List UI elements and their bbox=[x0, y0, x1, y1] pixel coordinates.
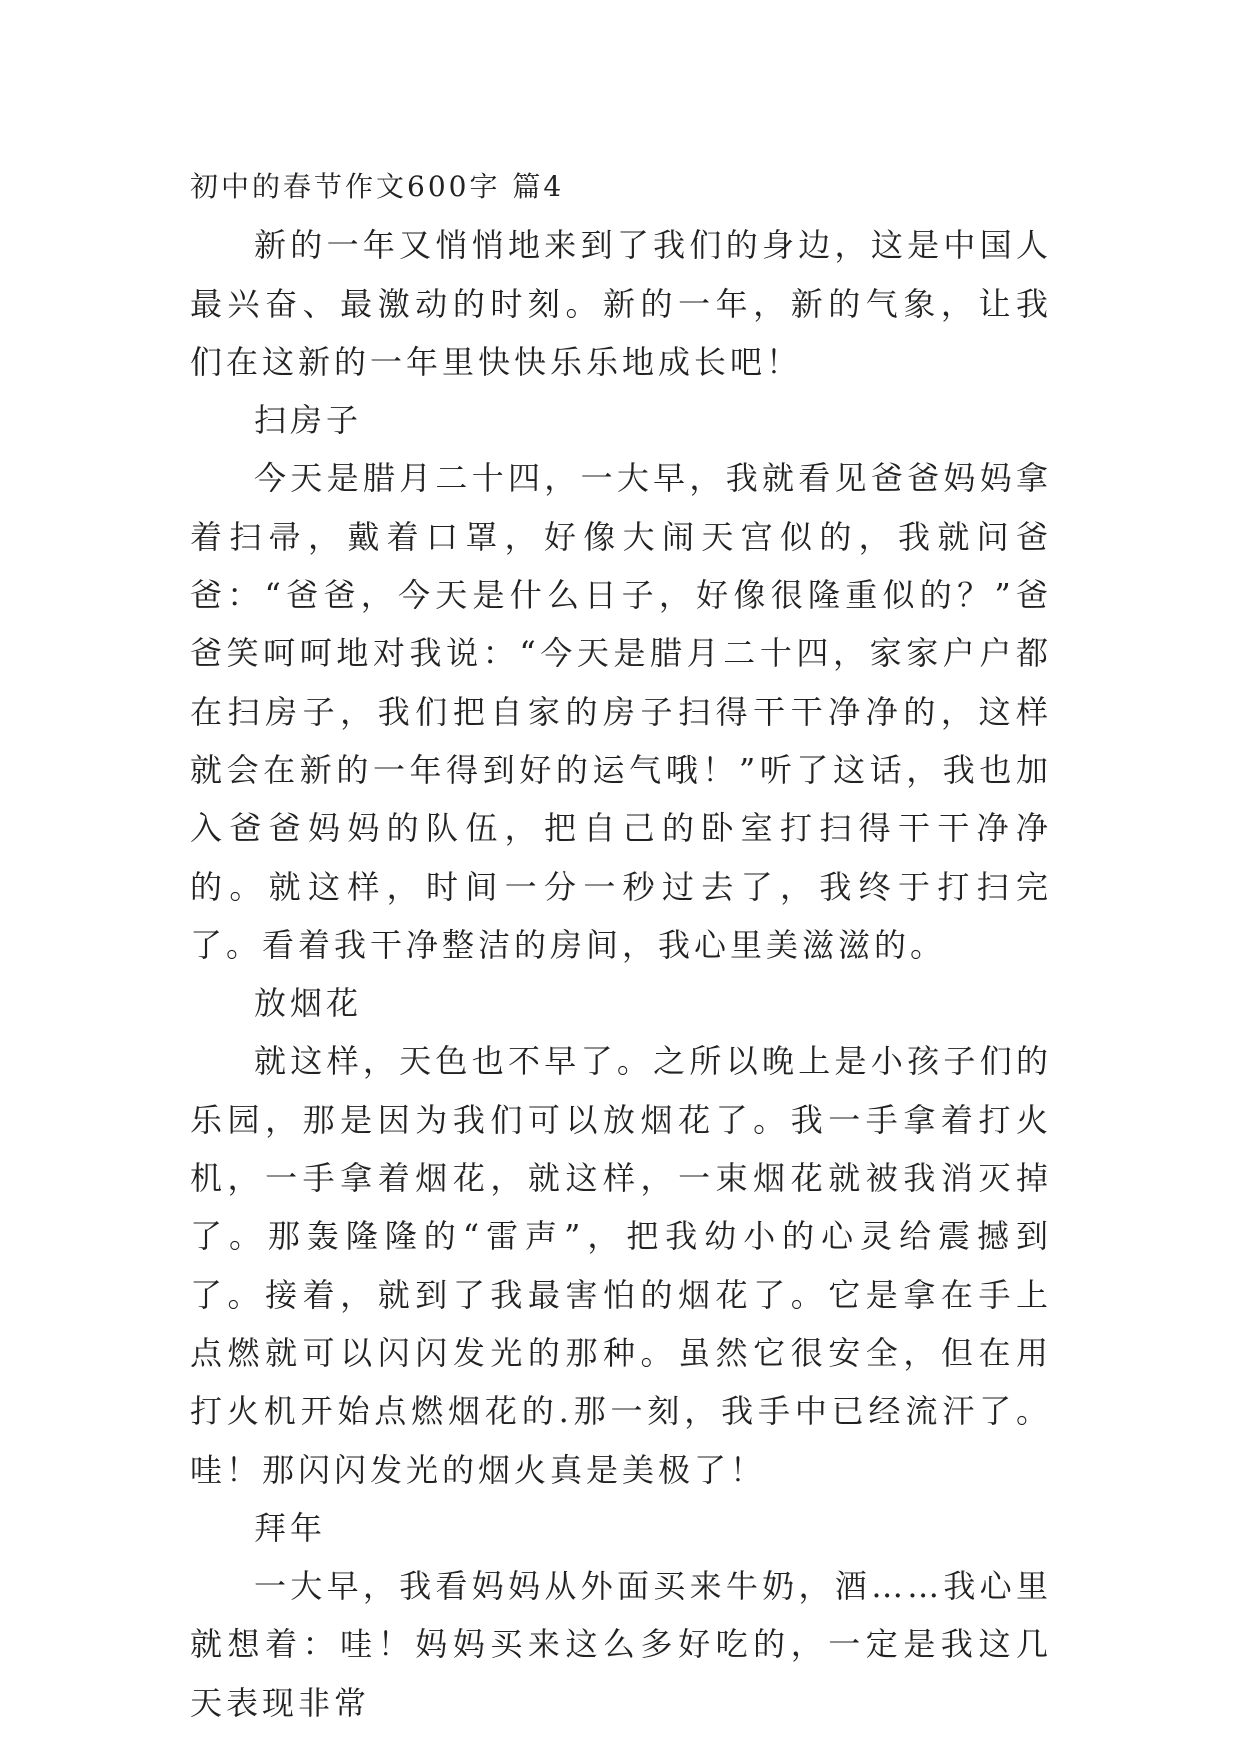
paragraph-intro: 新的一年又悄悄地来到了我们的身边，这是中国人最兴奋、最激动的时刻。新的一年，新的气象，让我们在这新的一年里快快乐乐地成长吧！ bbox=[190, 226, 1052, 381]
essay-body bbox=[190, 158, 1052, 1732]
essay-title: 初中的春节作文600字 篇4 bbox=[190, 170, 565, 203]
section-heading-sweep-house: 扫房子 bbox=[254, 401, 363, 440]
paragraph-fireworks: 就这样，天色也不早了。之所以晚上是小孩子们的乐园，那是因为我们可以放烟花了。我一手拿着打火机，一手拿着烟花，就这样，一束烟花就被我消灭掉了。那轰隆隆的“雷声”，把我幼小的心灵给震撼到了。接着，就到了我最害怕的烟花了。它是拿在手上点燃就可以闪闪发光的那种。虽然它很安全，但在用打火机开始点燃烟花的.那一刻，我手中已经流汗了。哇！那闪闪发光的烟火真是美极了！ bbox=[190, 1042, 1052, 1489]
section-heading-fireworks: 放烟花 bbox=[254, 984, 363, 1023]
paragraph-sweep-house: 今天是腊月二十四，一大早，我就看见爸爸妈妈拿着扫帚，戴着口罩，好像大闹天宫似的，我就问爸爸：“爸爸，今天是什么日子，好像很隆重似的？”爸爸笑呵呵地对我说：“今天是腊月二十四，家家户户都在扫房子，我们把自家的房子扫得干干净净的，这样就会在新的一年得到好的运气哦！”听了这话，我也加入爸爸妈妈的队伍，把自己的卧室打扫得干干净净的。就这样，时间一分一秒过去了，我终于打扫完了。看着我干净整洁的房间，我心里美滋滋的。 bbox=[190, 459, 1052, 964]
section-heading-new-year-visit: 拜年 bbox=[254, 1508, 327, 1547]
paragraph-new-year-visit: 一大早，我看妈妈从外面买来牛奶，酒……我心里就想着：哇！妈妈买来这么多好吃的，一定是我这几天表现非常 bbox=[190, 1567, 1052, 1722]
